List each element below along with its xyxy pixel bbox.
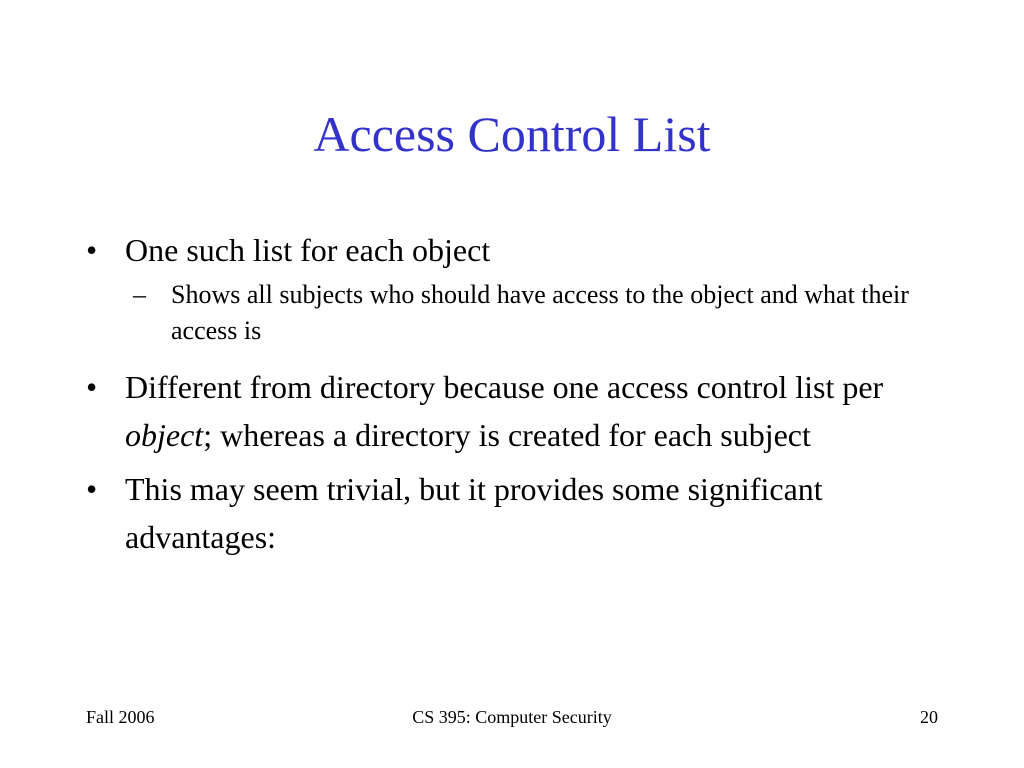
- sub-bullet-marker: –: [133, 280, 146, 309]
- sub-bullet-text: Shows all subjects who should have access to the object and what their access is: [171, 280, 909, 345]
- bullet-text-after: ; whereas a directory is created for each subject: [203, 417, 811, 453]
- sub-bullet-item: [125, 277, 946, 349]
- bullet-text: One such list for each object: [125, 232, 491, 268]
- bullet-marker: •: [86, 232, 98, 268]
- bullet-marker: •: [86, 471, 98, 507]
- bullet-item: [86, 226, 946, 274]
- footer-course: CS 395: Computer Security: [412, 707, 612, 727]
- bullet-text-emphasis: object: [125, 417, 204, 453]
- bullet-text: This may seem trivial, but it provides some significant advantages:: [125, 471, 823, 555]
- footer-page-number: 20: [920, 707, 938, 727]
- bullet-item: [86, 363, 946, 459]
- bullet-item: [86, 465, 946, 561]
- slide-title: Access Control List: [313, 106, 711, 162]
- bullet-list: [86, 226, 946, 567]
- footer-date: Fall 2006: [86, 707, 155, 727]
- bullet-marker: •: [86, 369, 98, 405]
- bullet-text-before: Different from directory because one access control list per: [125, 369, 884, 405]
